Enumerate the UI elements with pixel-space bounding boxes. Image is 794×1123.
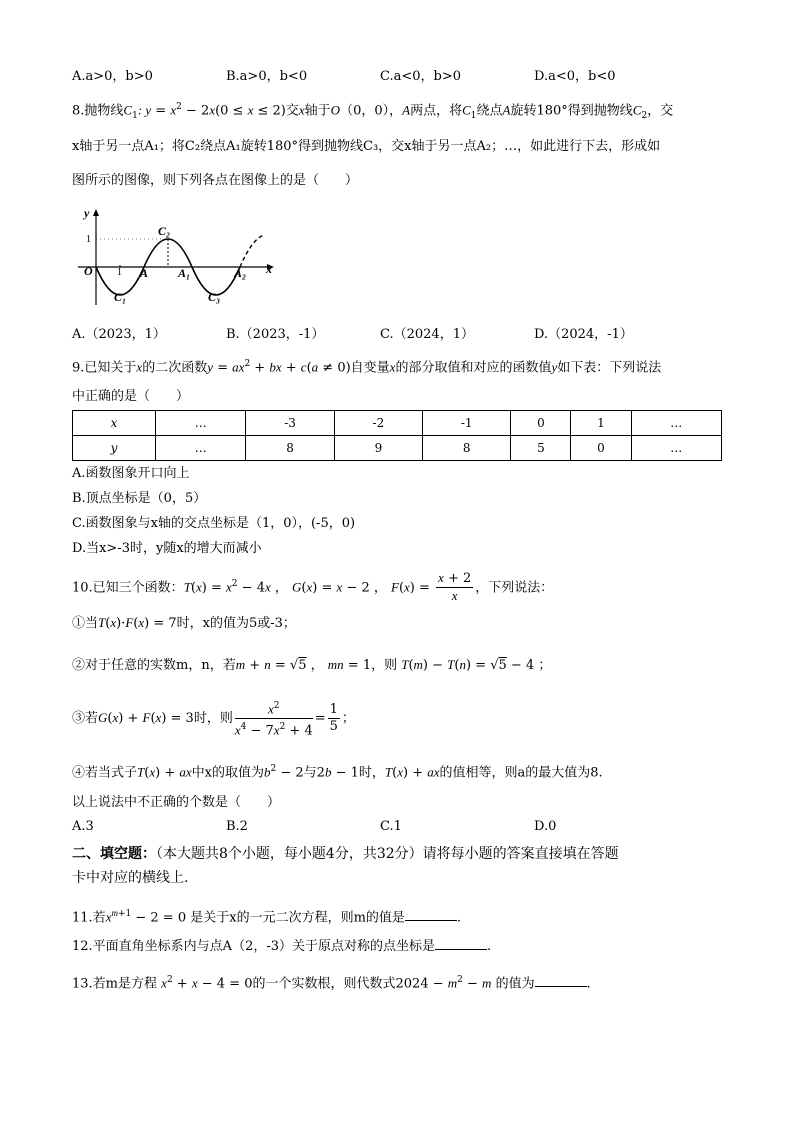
label-c2: C₂	[158, 224, 171, 238]
table-cell: 5	[511, 436, 571, 461]
q8-line3: 图所示的图像，则下列各点在图像上的是（ ）	[72, 173, 359, 188]
table-cell: 8	[246, 436, 334, 461]
table-cell: y	[73, 436, 156, 461]
q9-option-d: D.当x>-3时，y随x的增大而减小	[72, 541, 262, 556]
label-a: A	[140, 266, 149, 280]
q12: 12.平面直角坐标系内与点A（2，-3）关于原点对称的点坐标是 .	[72, 939, 492, 954]
q9-line1: 9.已知关于x的二次函数$y = ax^2$ + bx + c(a ≠ 0)自变量x的部分取值和对应的函数值y如下表：下列说法	[72, 359, 662, 376]
answer-blank[interactable]	[405, 908, 457, 921]
q10-statement-1: ①当T(x)·F(x) = 7时，x的值为5或-3；	[72, 615, 296, 631]
table-cell: 8	[423, 436, 511, 461]
q10-statement-3: ③若G(x) + F(x) = 3时，则 $\frac{x^2}{x^4 - 7x^2 + 4}$ = $\frac{1}{5}$ ；	[72, 696, 355, 741]
q7-option-b: B.a>0，b<0	[226, 69, 308, 84]
section2-line1	[72, 845, 619, 863]
q7-option-a: A.a>0，b>0	[72, 69, 153, 84]
q10-option-d: D.0	[534, 819, 557, 834]
label-x: x	[266, 262, 272, 276]
table-cell: 9	[334, 436, 422, 461]
q9-option-a: A.函数图象开口向上	[72, 466, 190, 481]
table-cell: …	[156, 436, 246, 461]
label-c1: C₁	[114, 290, 127, 304]
q8-option-b: B.（2023，-1）	[226, 327, 325, 342]
label-origin: O	[84, 264, 93, 278]
q10-option-b: B.2	[226, 819, 248, 834]
q13: 13.若m是方程 $x^2 + x - 4 = 0$的一个实数根，则代数式$2024 - m^2 - m$ 的值为 .	[72, 975, 591, 992]
q11: 11.若$x^{m+1} - 2 = 0$ 是关于x的一元二次方程，则m的值是 .	[72, 908, 462, 926]
answer-blank[interactable]	[435, 937, 487, 950]
label-a2: A₂	[234, 266, 247, 280]
q8-option-c: C.（2024，1）	[380, 327, 474, 342]
q9-value-table	[72, 410, 722, 461]
table-row-x	[73, 411, 722, 436]
table-cell: 1	[571, 411, 631, 436]
q9-option-b: B.顶点坐标是（0，5）	[72, 491, 207, 506]
q7-option-d: D.a<0，b<0	[534, 69, 616, 84]
table-cell: …	[631, 436, 721, 461]
table-cell: 0	[571, 436, 631, 461]
table-cell: 0	[511, 411, 571, 436]
q10-statement-2: ②对于任意的实数m，n，若m + n = √5 ， mn = 1，则 T(m) − T(n) = √5 − 4 ；	[72, 657, 552, 673]
q10-option-a: A.3	[72, 819, 94, 834]
q10-question: 以上说法中不正确的个数是（ ）	[72, 795, 281, 810]
label-a1: A₁	[178, 266, 191, 280]
table-cell: -1	[423, 411, 511, 436]
q8-option-a: A.（2023，1）	[72, 327, 166, 342]
q8-line2: x轴于另一点A₁；将C₂绕点A₁旋转180°得到抛物线C₃，交x轴于另一点A₂；…，如此进行下去，形成如	[72, 139, 661, 154]
table-cell: …	[156, 411, 246, 436]
q8-line1: 8.抛物线$C_1$: $y = x^2 - 2x(0 \le x \le 2)$交x轴于O（0，0），A两点，将$C_1$绕点A旋转180°得到抛物线$C_2$，交	[72, 102, 674, 121]
label-c3: C₃	[208, 290, 221, 304]
q8-graph	[74, 205, 280, 309]
label-one-x: 1	[117, 267, 122, 278]
q8-option-d: D.（2024，-1）	[534, 327, 633, 342]
label-y: y	[84, 206, 90, 220]
table-cell: -2	[334, 411, 422, 436]
q10-option-c: C.1	[380, 819, 402, 834]
table-row-y	[73, 436, 722, 461]
section2-line2: 卡中对应的横线上.	[72, 870, 189, 886]
section2-desc: （本大题共8个小题，每小题4分，共32分）请将每小题的答案直接填在答题	[156, 846, 619, 862]
table-cell: …	[631, 411, 721, 436]
q9-line2: 中正确的是（ ）	[72, 389, 190, 404]
answer-blank[interactable]	[535, 974, 587, 987]
table-cell: x	[73, 411, 156, 436]
q9-option-c: C.函数图象与x轴的交点坐标是（1，0），(-5，0)	[72, 516, 356, 531]
q10-statement-4: ④若当式子T(x) + ax中x的取值为$b^2 - 2$与2b − 1时，T(x) + ax的值相等，则a的最大值为8.	[72, 764, 603, 781]
table-cell: -3	[246, 411, 334, 436]
label-one-y: 1	[86, 234, 91, 245]
q10-intro: 10.已知三个函数：$T(x) = x^2 - 4x$ ， G(x) = x − 2 ， F(x) = $\frac{x + 2}{x}$ ，下列说法：	[72, 570, 554, 604]
section2-heading: 二、填空题：	[72, 846, 156, 862]
q7-option-c: C.a<0，b>0	[380, 69, 462, 84]
